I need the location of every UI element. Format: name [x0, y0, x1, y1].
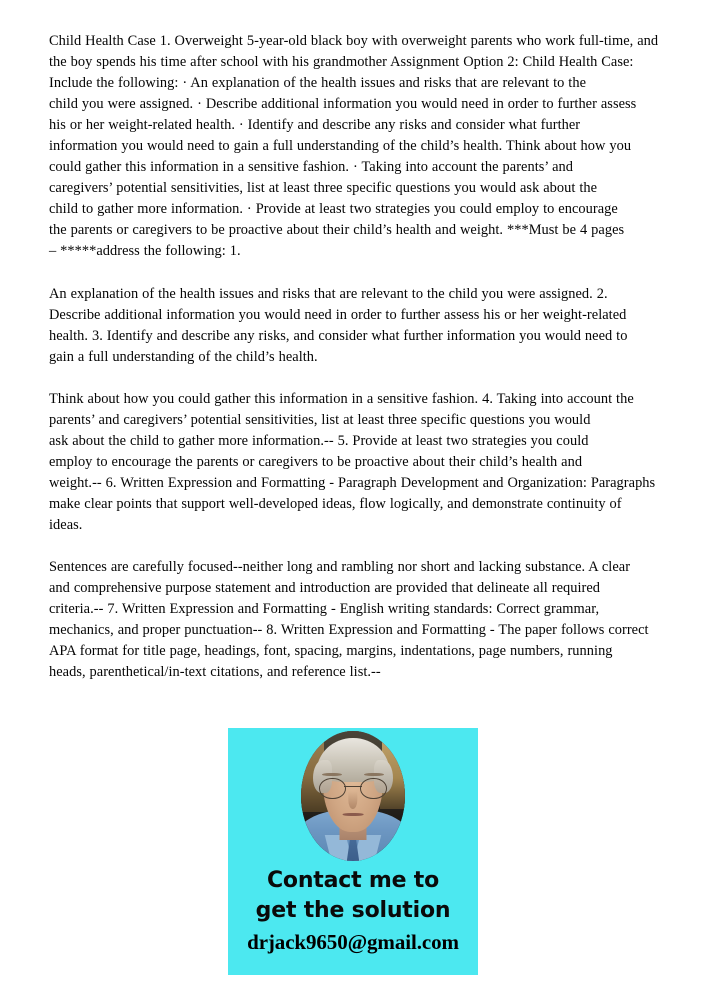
paragraph-1: [49, 31, 659, 263]
text-line: could gather this information in a sensitive fashion. · Taking into account the parents’ and: [49, 159, 573, 176]
document-body: [49, 31, 659, 683]
text-line: health. 3. Identify and describe any risks, and consider what further information you would need to: [49, 327, 628, 344]
text-line: child you were assigned. · Describe additional information you would need in order to further assess: [49, 96, 637, 113]
glasses-bridge-icon: [344, 786, 363, 788]
text-line: his or her weight-related health. · Identify and describe any risks and consider what further: [49, 117, 581, 134]
text-line: mechanics, and proper punctuation-- 8. Written Expression and Formatting - The paper follows correct: [49, 622, 649, 639]
text-line: child to gather more information. · Provide at least two strategies you could employ to encourage: [49, 201, 618, 218]
text-line: Sentences are carefully focused--neither long and rambling nor short and lacking substance. A clear: [49, 559, 631, 576]
contact-banner: [228, 728, 478, 975]
text-line: make clear points that support well-developed ideas, flow logically, and demonstrate continuity of: [49, 496, 622, 513]
text-line: Child Health Case 1. Overweight 5-year-old black boy with overweight parents who work full-time, and: [49, 33, 659, 49]
text-line: ideas.: [49, 517, 83, 534]
text-line: gain a full understanding of the child’s health.: [49, 348, 318, 365]
text-line: employ to encourage the parents or caregivers to be proactive about their child’s health and: [49, 453, 583, 470]
text-line: ask about the child to gather more information.-- 5. Provide at least two strategies you could: [49, 432, 589, 449]
paragraph-3: [49, 389, 656, 536]
text-line: information you would need to gain a full understanding of the child’s health. Think about how you: [49, 138, 632, 155]
text-line: Include the following: · An explanation of the health issues and risks that are relevant to the: [49, 75, 587, 92]
text-line: and comprehensive purpose statement and introduction are provided that delineate all required: [49, 580, 601, 597]
text-line: Think about how you could gather this information in a sensitive fashion. 4. Taking into account the: [49, 390, 634, 407]
glasses-lens-left-icon: [319, 778, 346, 800]
paragraph-2: [49, 284, 645, 368]
paragraph-4: [49, 557, 649, 683]
contact-email[interactable]: drjack9650@gmail.com: [247, 930, 459, 954]
text-line: the boy spends his time after school with his grandmother Assignment Option 2: Child Health Case:: [49, 54, 634, 71]
text-line: caregivers’ potential sensitivities, list at least three specific questions you would ask about the: [49, 180, 598, 197]
text-line: the parents or caregivers to be proactive about their child’s health and weight. ***Must be 4 pages: [49, 222, 625, 239]
text-line: APA format for title page, headings, font, spacing, margins, indentations, page numbers, running: [49, 643, 613, 660]
text-line: An explanation of the health issues and risks that are relevant to the child you were assigned. 2.: [49, 285, 608, 302]
banner-headline-line2: get the solution: [255, 898, 451, 923]
banner-headline-line1: Contact me to: [266, 868, 440, 893]
text-line: criteria.-- 7. Written Expression and Formatting - English writing standards: Correct grammar,: [49, 601, 600, 618]
text-line: Describe additional information you would need in order to further assess his or her weight-related: [49, 306, 627, 323]
text-line: parents’ and caregivers’ potential sensitivities, list at least three specific questions you would: [49, 411, 591, 428]
text-line: heads, parenthetical/in-text citations, and reference list.--: [49, 664, 381, 681]
portrait-photo: [301, 731, 405, 861]
text-line: weight.-- 6. Written Expression and Formatting - Paragraph Development and Organization: Paragraphs: [49, 474, 656, 491]
text-line: – *****address the following: 1.: [49, 243, 241, 260]
